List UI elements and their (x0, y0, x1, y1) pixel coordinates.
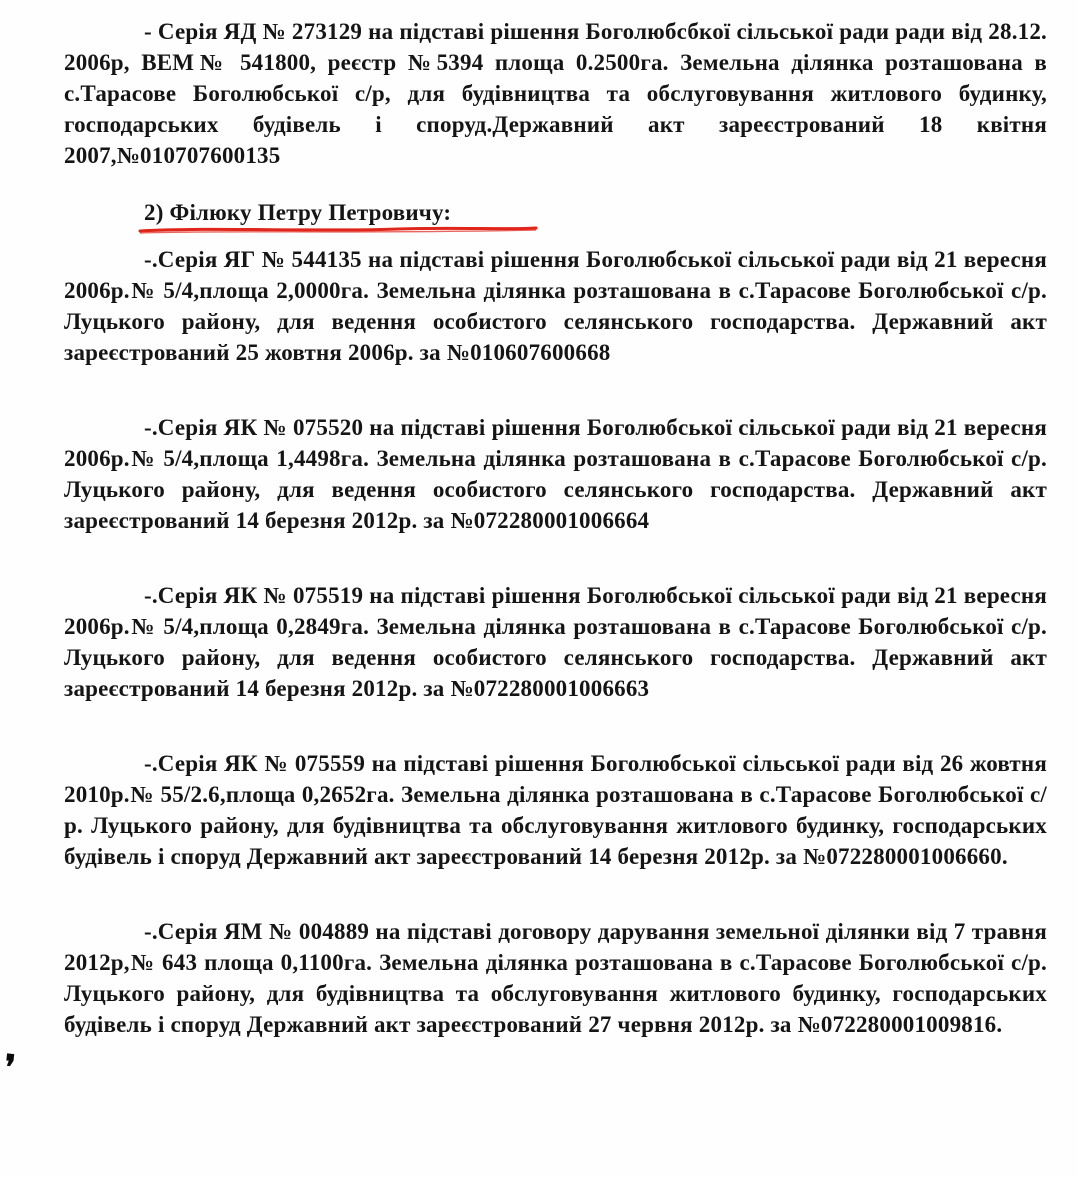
paragraph-yad-273129: - Серія ЯД № 273129 на підставі рішення Боголюбсбкої сільської ради ради від 28.12. 2006р, ВЕМ№ 541800, реєстр №5394 площа 0.2500га. Земельна ділянка розташована в с.Тарасове Боголюбської с/р, для будівництва та обслуговування житлового будинку, господарських будівель і споруд.Державний акт зареєстрований 18 квітня 2007,№010707600135 (64, 19, 1047, 168)
section-heading (64, 197, 1047, 228)
paragraph-yak-075559: -.Серія ЯК № 075559 на підставі рішення Боголюбської сільської ради від 26 жовтня 2010р.№ 55/2.6,площа 0,2652га. Земельна ділянка розташована в с.Тарасове Боголюбської с/р. Луцького району, для будівництва та обслуговування житлового будинку, господарських будівель і споруд Державний акт зареєстрований 14 березня 2012р. за №072280001006660. (64, 751, 1047, 869)
paragraph-yak-075519: -.Серія ЯК № 075519 на підставі рішення Боголюбської сільської ради від 21 вересня 2006р.№ 5/4,площа 0,2849га. Земельна ділянка розташована в с.Тарасове Боголюбської с/р. Луцького району, для ведення особистого селянського господарства. Державний акт зареєстрований 14 березня 2012р. за №072280001006663 (64, 583, 1047, 701)
ink-mark: ❜ (2, 1049, 18, 1088)
section-heading-text: 2) Філюку Петру Петровичу: (144, 200, 452, 225)
paragraph-yak-075520: -.Серія ЯК № 075520 на підставі рішення Боголюбської сільської ради від 21 вересня 2006р.№ 5/4,площа 1,4498га. Земельна ділянка розташована в с.Тарасове Боголюбської с/р. Луцького району, для ведення особистого селянського господарства. Державний акт зареєстрований 14 березня 2012р. за №072280001006664 (64, 415, 1047, 533)
paragraph-yag-544135: -.Серія ЯГ № 544135 на підставі рішення Боголюбської сільської ради від 21 вересня 2006р.№ 5/4,площа 2,0000га. Земельна ділянка розташована в с.Тарасове Боголюбської с/р. Луцького району, для ведення особистого селянського господарства. Державний акт зареєстрований 25 жовтня 2006р. за №010607600668 (64, 247, 1047, 365)
paragraph-yam-004889: -.Серія ЯМ № 004889 на підставі договору дарування земельної ділянки від 7 травня 2012р,№ 643 площа 0,1100га. Земельна ділянка розташована в с.Тарасове Боголюбської с/р. Луцького району, для будівництва та обслуговування житлового будинку, господарських будівель і споруд Державний акт зареєстрований 27 червня 2012р. за №072280001009816. (64, 919, 1047, 1037)
